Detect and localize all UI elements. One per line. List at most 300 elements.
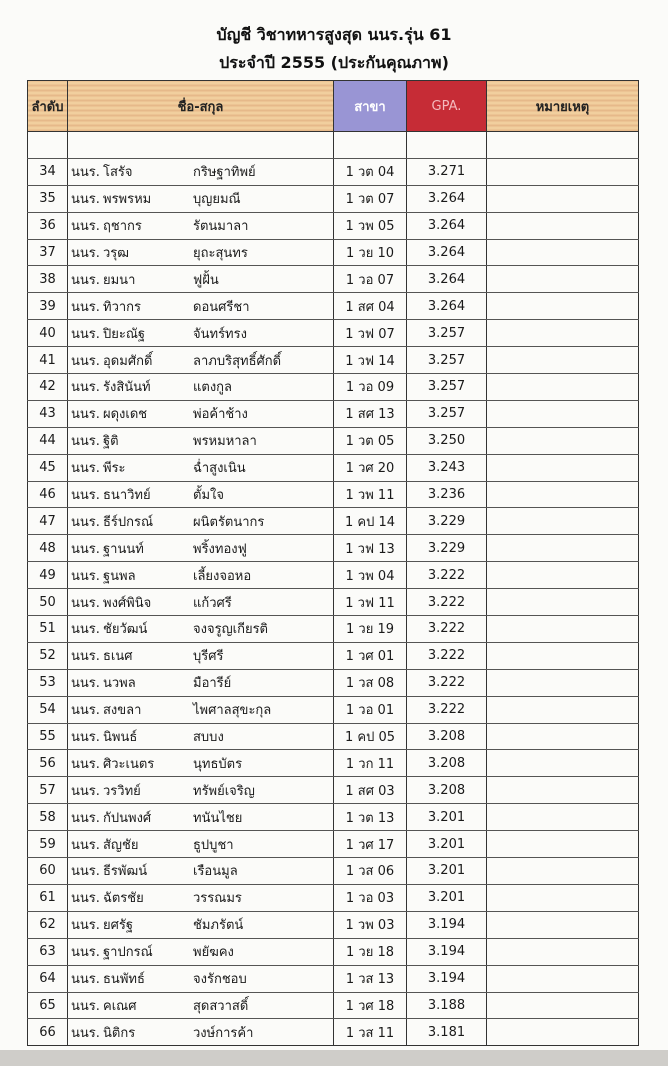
last-name: พรหมหาลา (193, 434, 257, 450)
cell-full-name (68, 454, 334, 481)
name-group (68, 860, 333, 881)
cell-gpa: 3.222 (407, 589, 487, 616)
cell-rank-number: 36 (28, 212, 68, 239)
cell-full-name (68, 938, 334, 965)
cadet-rank-prefix: นนร. (71, 514, 100, 530)
first-name: ศิวะเนตร (103, 756, 155, 772)
cell-note (487, 669, 639, 696)
cell-note (487, 347, 639, 374)
last-name: วงษ์การค้า (193, 1025, 254, 1041)
last-name: สบบง (193, 730, 224, 746)
spacer-cell (407, 132, 487, 159)
name-group (68, 672, 333, 693)
first-name: รังสินันท์ (103, 380, 151, 396)
cell-full-name (68, 804, 334, 831)
cell-rank-number: 38 (28, 266, 68, 293)
cell-note (487, 911, 639, 938)
table-row (28, 185, 639, 212)
cell-full-name (68, 831, 334, 858)
cell-gpa: 3.264 (407, 293, 487, 320)
name-group (68, 887, 333, 908)
cell-gpa: 3.264 (407, 239, 487, 266)
first-name: ชัยวัฒน์ (103, 622, 148, 638)
cell-gpa: 3.257 (407, 347, 487, 374)
cell-full-name (68, 562, 334, 589)
table-row (28, 831, 639, 858)
first-name: พีระ (103, 461, 126, 477)
cell-full-name (68, 347, 334, 374)
last-name: สุดสวาสดิ์ (193, 998, 249, 1014)
cell-department: 1 วส 13 (334, 965, 407, 992)
last-name: ตั้มใจ (193, 488, 224, 504)
cell-full-name (68, 535, 334, 562)
cell-department: 1 วอ 03 (334, 884, 407, 911)
first-name: สัญชัย (103, 837, 139, 853)
name-group (68, 215, 333, 236)
table-row (28, 535, 639, 562)
last-name: ผนิตรัตนากร (193, 514, 265, 530)
first-name: ธเนศ (103, 649, 133, 665)
table-row (28, 427, 639, 454)
cell-department: 1 วพ 04 (334, 562, 407, 589)
first-name: ฐานนท์ (103, 541, 144, 557)
table-row (28, 374, 639, 401)
table-row (28, 858, 639, 885)
cadet-rank-prefix: นนร. (71, 676, 100, 692)
cell-note (487, 642, 639, 669)
document-title: บัญชี วิชาทหารสูงสุด นนร.รุ่น 61 (216, 25, 452, 44)
cell-note (487, 1019, 639, 1046)
cell-rank-number: 43 (28, 400, 68, 427)
cell-department: 1 วย 18 (334, 938, 407, 965)
name-group (68, 296, 333, 317)
spacer-cell (68, 132, 334, 159)
cell-note (487, 239, 639, 266)
cell-note (487, 858, 639, 885)
cell-rank-number: 61 (28, 884, 68, 911)
cell-rank-number: 34 (28, 158, 68, 185)
cadet-rank-prefix: นนร. (71, 219, 100, 235)
cell-full-name (68, 320, 334, 347)
last-name: บุญยมณี (193, 192, 241, 208)
last-name: แก้วศรี (193, 595, 232, 611)
document-subtitle: ประจำปี 2555 (ประกันคุณภาพ) (219, 53, 449, 72)
cell-note (487, 777, 639, 804)
table-row (28, 723, 639, 750)
first-name: ยมนา (103, 272, 136, 288)
cell-department: 1 วอ 07 (334, 266, 407, 293)
cell-rank-number: 37 (28, 239, 68, 266)
name-group (68, 565, 333, 586)
cell-note (487, 266, 639, 293)
cell-department: 1 วต 13 (334, 804, 407, 831)
cadet-rank-prefix: นนร. (71, 192, 100, 208)
cell-gpa: 3.222 (407, 642, 487, 669)
cell-department: 1 สศ 04 (334, 293, 407, 320)
cell-rank-number: 41 (28, 347, 68, 374)
table-row (28, 212, 639, 239)
cell-gpa: 3.250 (407, 427, 487, 454)
last-name: เรือนมูล (193, 864, 238, 880)
cell-full-name (68, 696, 334, 723)
cadet-rank-prefix: นนร. (71, 945, 100, 961)
cell-department: 1 วต 04 (334, 158, 407, 185)
name-group (68, 726, 333, 747)
cell-full-name (68, 1019, 334, 1046)
cell-full-name (68, 669, 334, 696)
name-group (68, 457, 333, 478)
table-row (28, 320, 639, 347)
name-group (68, 968, 333, 989)
cell-note (487, 400, 639, 427)
cell-department: 1 วย 10 (334, 239, 407, 266)
cadet-rank-prefix: นนร. (71, 810, 100, 826)
cell-department: 1 วส 06 (334, 858, 407, 885)
table-row (28, 158, 639, 185)
cell-department: 1 วศ 18 (334, 992, 407, 1019)
table-row (28, 911, 639, 938)
cell-full-name (68, 992, 334, 1019)
cell-gpa: 3.194 (407, 965, 487, 992)
cell-gpa: 3.229 (407, 508, 487, 535)
cell-department: 1 สศ 03 (334, 777, 407, 804)
table-row (28, 884, 639, 911)
cell-note (487, 750, 639, 777)
cell-rank-number: 64 (28, 965, 68, 992)
name-group (68, 753, 333, 774)
table-header-row (28, 81, 639, 132)
cell-department: 1 วศ 20 (334, 454, 407, 481)
cadet-rank-prefix: นนร. (71, 972, 100, 988)
cell-gpa: 3.243 (407, 454, 487, 481)
cell-department: 1 วฟ 07 (334, 320, 407, 347)
cell-gpa: 3.201 (407, 884, 487, 911)
table-row (28, 589, 639, 616)
cell-note (487, 723, 639, 750)
cell-full-name (68, 374, 334, 401)
table-row (28, 400, 639, 427)
table-row (28, 992, 639, 1019)
cadet-rank-prefix: นนร. (71, 541, 100, 557)
cell-full-name (68, 723, 334, 750)
table-row (28, 266, 639, 293)
spacer-cell (334, 132, 407, 159)
cell-rank-number: 47 (28, 508, 68, 535)
cell-full-name (68, 508, 334, 535)
name-group (68, 941, 333, 962)
first-name: ธนาวิทย์ (103, 488, 151, 504)
name-group (68, 618, 333, 639)
name-group (68, 645, 333, 666)
first-name: นวพล (103, 676, 136, 692)
last-name: ดอนศรีชา (193, 299, 250, 315)
table-row (28, 481, 639, 508)
first-name: ธีรพัฒน์ (103, 864, 148, 880)
table-row (28, 616, 639, 643)
cadet-rank-prefix: นนร. (71, 272, 100, 288)
cell-note (487, 589, 639, 616)
cell-gpa: 3.264 (407, 185, 487, 212)
cell-rank-number: 52 (28, 642, 68, 669)
cell-note (487, 992, 639, 1019)
cell-gpa: 3.264 (407, 266, 487, 293)
cell-note (487, 293, 639, 320)
cell-gpa: 3.181 (407, 1019, 487, 1046)
first-name: ฤชากร (103, 219, 142, 235)
cell-note (487, 938, 639, 965)
name-group (68, 269, 333, 290)
cadet-rank-prefix: นนร. (71, 918, 100, 934)
cell-gpa: 3.201 (407, 831, 487, 858)
name-group (68, 242, 333, 263)
cell-note (487, 481, 639, 508)
first-name: พงศ์พินิจ (103, 595, 152, 611)
last-name: นุทธบัตร (193, 756, 243, 772)
cell-rank-number: 60 (28, 858, 68, 885)
cell-gpa: 3.257 (407, 320, 487, 347)
cell-rank-number: 35 (28, 185, 68, 212)
cell-gpa: 3.201 (407, 804, 487, 831)
cell-full-name (68, 158, 334, 185)
cadet-rank-prefix: นนร. (71, 246, 100, 261)
cell-rank-number: 65 (28, 992, 68, 1019)
cadet-rank-prefix: นนร. (71, 864, 100, 880)
first-name: ยศรัฐ (103, 918, 134, 934)
last-name: ฉ่ำสูงเนิน (193, 461, 246, 477)
cell-gpa: 3.188 (407, 992, 487, 1019)
name-group (68, 430, 333, 451)
cell-gpa: 3.264 (407, 212, 487, 239)
first-name: นิติกร (103, 1025, 136, 1041)
cell-rank-number: 53 (28, 669, 68, 696)
last-name: ทรัพย์เจริญ (193, 783, 255, 799)
cadet-rank-prefix: นนร. (71, 488, 100, 504)
last-name: รัตนมาลา (193, 219, 249, 235)
last-name: วรรณมร (193, 891, 242, 907)
table-row (28, 1019, 639, 1046)
cell-gpa: 3.208 (407, 723, 487, 750)
cadet-rank-prefix: นนร. (71, 434, 100, 450)
last-name: ยุถะสุนทร (193, 246, 248, 261)
first-name: ทิวากร (103, 299, 142, 315)
cadet-rank-prefix: นนร. (71, 299, 100, 315)
last-name: จงจรูญเกียรติ (193, 622, 268, 638)
name-group (68, 807, 333, 828)
cell-department: 1 วพ 05 (334, 212, 407, 239)
cell-note (487, 804, 639, 831)
cell-rank-number: 44 (28, 427, 68, 454)
last-name: ลาภบริสุทธิ์ศักดิ์ (193, 353, 282, 369)
cell-rank-number: 57 (28, 777, 68, 804)
column-header-note: หมายเหตุ (487, 81, 639, 132)
first-name: ธนพัทธ์ (103, 972, 145, 988)
cell-full-name (68, 589, 334, 616)
cadet-rank-prefix: นนร. (71, 461, 100, 477)
first-name: ธีร์ปกรณ์ (103, 514, 154, 530)
last-name: จงรักชอบ (193, 972, 247, 988)
cadet-rank-prefix: นนร. (71, 703, 100, 719)
cell-note (487, 508, 639, 535)
cell-rank-number: 42 (28, 374, 68, 401)
cell-gpa: 3.222 (407, 669, 487, 696)
cell-rank-number: 51 (28, 616, 68, 643)
cell-note (487, 454, 639, 481)
cell-note (487, 616, 639, 643)
cell-department: 1 วฟ 14 (334, 347, 407, 374)
last-name: ไพศาลสุขะกุล (193, 703, 272, 719)
cell-rank-number: 58 (28, 804, 68, 831)
cell-full-name (68, 185, 334, 212)
table-row (28, 239, 639, 266)
name-group (68, 780, 333, 801)
cell-note (487, 185, 639, 212)
cadet-rank-prefix: นนร. (71, 568, 100, 584)
cadet-rank-prefix: นนร. (71, 649, 100, 665)
table-row (28, 293, 639, 320)
column-header-no: ลำดับ (28, 81, 68, 132)
cell-note (487, 696, 639, 723)
cell-department: 1 วต 05 (334, 427, 407, 454)
cell-full-name (68, 400, 334, 427)
cadet-rank-prefix: นนร. (71, 595, 100, 611)
cell-rank-number: 59 (28, 831, 68, 858)
table-row (28, 669, 639, 696)
cell-full-name (68, 266, 334, 293)
column-header-dept: สาขา (334, 81, 407, 132)
cell-department: 1 วต 07 (334, 185, 407, 212)
cell-full-name (68, 884, 334, 911)
cell-rank-number: 63 (28, 938, 68, 965)
cell-department: 1 คป 05 (334, 723, 407, 750)
cell-note (487, 965, 639, 992)
cell-gpa: 3.257 (407, 400, 487, 427)
cell-full-name (68, 777, 334, 804)
name-group (68, 699, 333, 720)
name-group (68, 995, 333, 1016)
spacer-cell (487, 132, 639, 159)
cell-note (487, 158, 639, 185)
name-group (68, 834, 333, 855)
name-group (68, 592, 333, 613)
cell-rank-number: 49 (28, 562, 68, 589)
gpa-ranking-table (27, 80, 639, 1046)
last-name: แตงกูล (193, 380, 233, 396)
spacer-cell (28, 132, 68, 159)
cadet-rank-prefix: นนร. (71, 891, 100, 907)
cell-full-name (68, 642, 334, 669)
column-header-name: ชื่อ-สกุล (68, 81, 334, 132)
cadet-rank-prefix: นนร. (71, 353, 100, 369)
last-name: ธูปบูชา (193, 837, 234, 853)
cell-full-name (68, 965, 334, 992)
first-name: ฐาปกรณ์ (103, 945, 153, 961)
cell-rank-number: 40 (28, 320, 68, 347)
table-row (28, 454, 639, 481)
cell-full-name (68, 750, 334, 777)
cell-gpa: 3.194 (407, 911, 487, 938)
cell-gpa: 3.201 (407, 858, 487, 885)
name-group (68, 511, 333, 532)
cell-full-name (68, 911, 334, 938)
cadet-rank-prefix: นนร. (71, 165, 100, 181)
cell-gpa: 3.194 (407, 938, 487, 965)
cell-note (487, 535, 639, 562)
last-name: พ่อค้าช้าง (193, 407, 248, 423)
name-group (68, 188, 333, 209)
table-row (28, 804, 639, 831)
first-name: ผดุงเดช (103, 407, 148, 423)
cell-rank-number: 48 (28, 535, 68, 562)
cell-rank-number: 55 (28, 723, 68, 750)
cell-gpa: 3.208 (407, 750, 487, 777)
first-name: วรุฒ (103, 246, 130, 261)
last-name: จันทร์ทรง (193, 326, 247, 342)
cell-full-name (68, 212, 334, 239)
name-group (68, 376, 333, 397)
cell-department: 1 วฟ 11 (334, 589, 407, 616)
cell-department: 1 วศ 01 (334, 642, 407, 669)
cell-department: 1 วพ 03 (334, 911, 407, 938)
first-name: ปิยะณัฐ (103, 326, 146, 342)
last-name: ชัมภรัตน์ (193, 918, 244, 934)
cell-note (487, 562, 639, 589)
last-name: มือารีย์ (193, 676, 232, 692)
cadet-rank-prefix: นนร. (71, 326, 100, 342)
cell-gpa: 3.208 (407, 777, 487, 804)
table-row (28, 938, 639, 965)
last-name: พริ้งทองฟู (193, 541, 247, 557)
name-group (68, 1022, 333, 1043)
cell-gpa: 3.229 (407, 535, 487, 562)
cell-department: 1 วอ 09 (334, 374, 407, 401)
cell-rank-number: 45 (28, 454, 68, 481)
scan-bottom-edge (0, 1050, 668, 1066)
cell-gpa: 3.222 (407, 696, 487, 723)
first-name: อุดมศักดิ์ (103, 353, 153, 369)
cell-note (487, 212, 639, 239)
cell-full-name (68, 858, 334, 885)
cadet-rank-prefix: นนร. (71, 756, 100, 772)
table-row (28, 696, 639, 723)
cell-rank-number: 62 (28, 911, 68, 938)
cadet-rank-prefix: นนร. (71, 783, 100, 799)
cell-gpa: 3.222 (407, 616, 487, 643)
cell-rank-number: 54 (28, 696, 68, 723)
first-name: พรพรหม (103, 192, 152, 208)
cell-gpa: 3.236 (407, 481, 487, 508)
cell-department: 1 วส 08 (334, 669, 407, 696)
cell-gpa: 3.222 (407, 562, 487, 589)
cadet-rank-prefix: นนร. (71, 622, 100, 638)
cell-gpa: 3.257 (407, 374, 487, 401)
cell-department: 1 วย 19 (334, 616, 407, 643)
first-name: โสรัจ (103, 165, 133, 181)
name-group (68, 403, 333, 424)
header-spacer-row (28, 132, 639, 159)
last-name: ฟูฝั้น (193, 272, 219, 288)
cell-rank-number: 66 (28, 1019, 68, 1046)
cell-full-name (68, 239, 334, 266)
first-name: ฐิติ (103, 434, 119, 450)
cell-department: 1 สศ 13 (334, 400, 407, 427)
table-row (28, 562, 639, 589)
table-body (28, 132, 639, 1046)
cell-rank-number: 56 (28, 750, 68, 777)
name-group (68, 350, 333, 371)
cell-gpa: 3.271 (407, 158, 487, 185)
first-name: ฐนพล (103, 568, 136, 584)
cell-rank-number: 39 (28, 293, 68, 320)
